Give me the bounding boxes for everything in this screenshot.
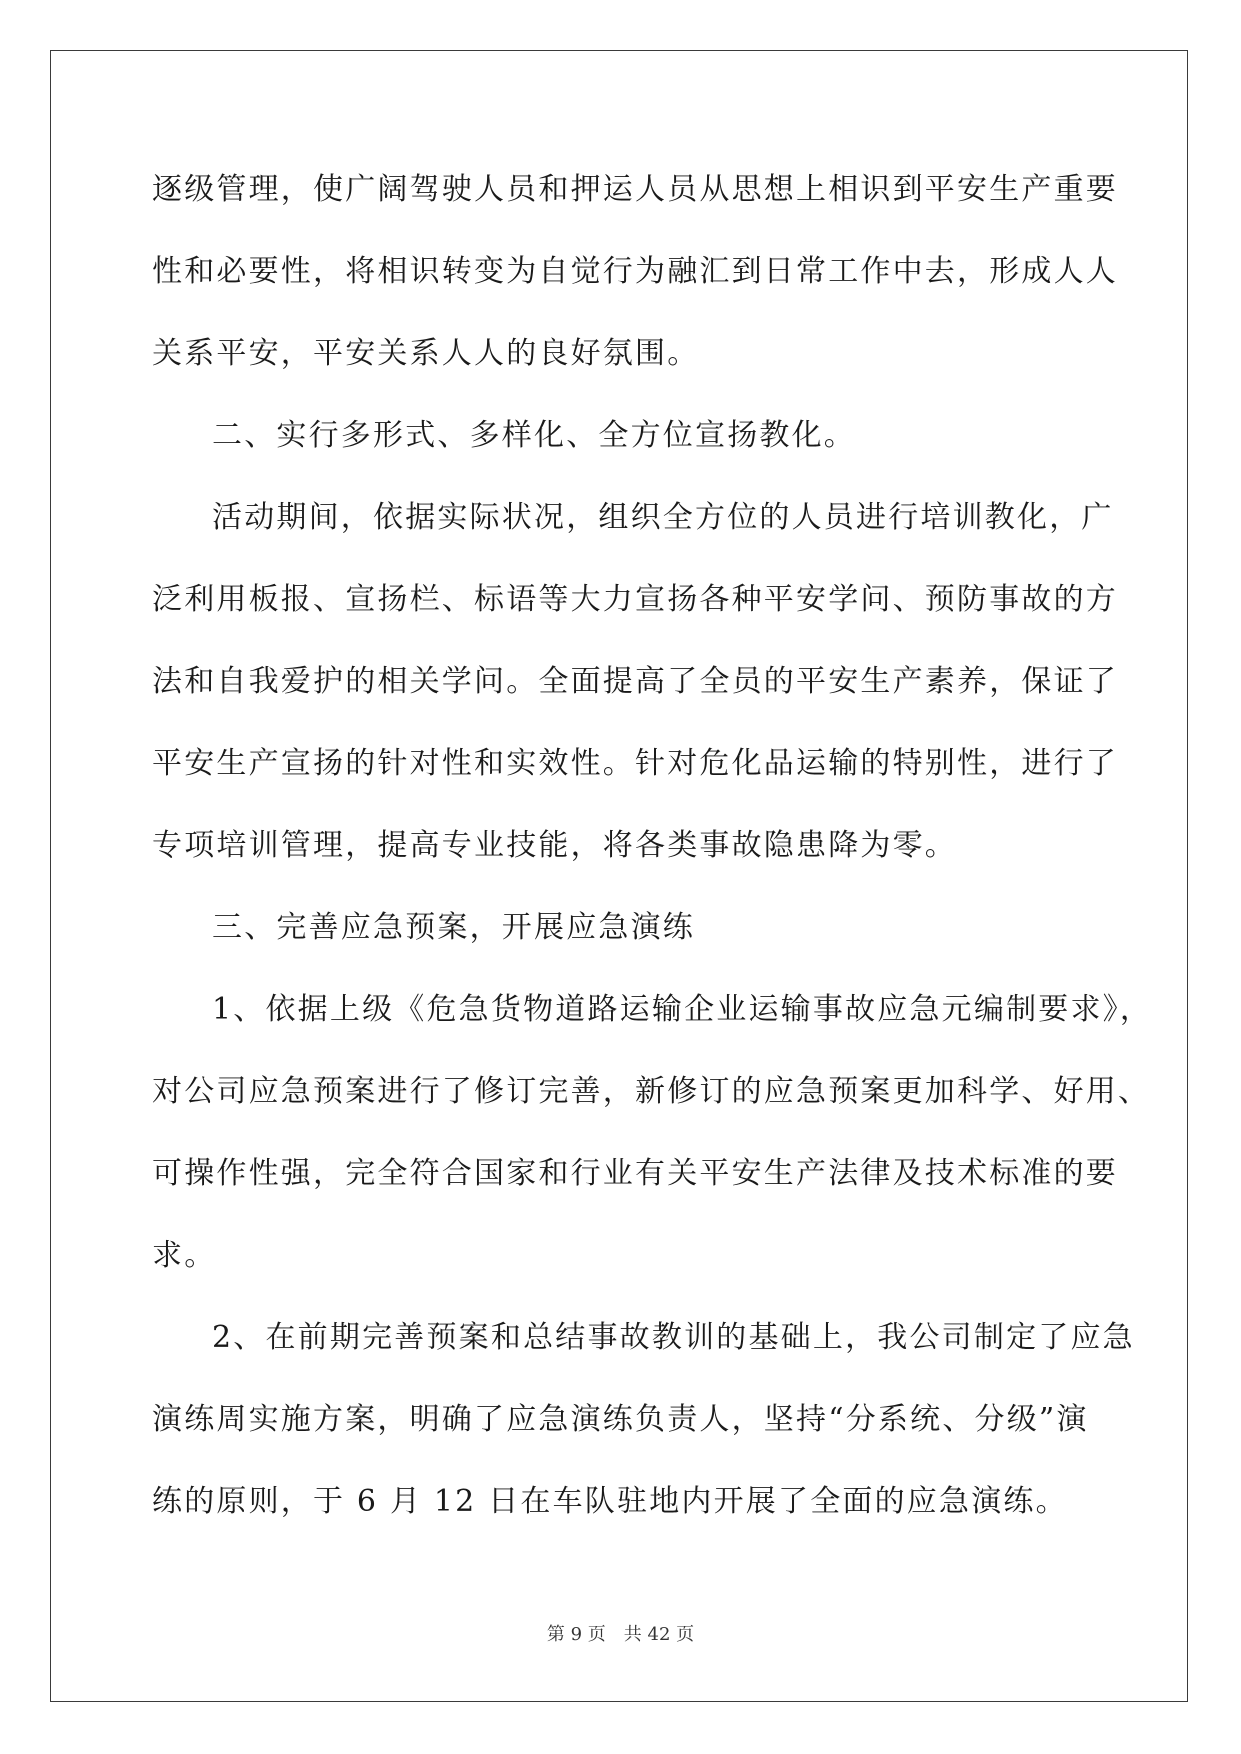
text-line: 平安生产宣扬的针对性和实效性。针对危化品运输的特别性，进行了 — [152, 746, 1118, 781]
text-line: 性和必要性，将相识转变为自觉行为融汇到日常工作中去，形成人人 — [152, 254, 1118, 289]
section-heading: 三、完善应急预案，开展应急演练 — [212, 910, 695, 945]
text-line: 演练周实施方案，明确了应急演练负责人，坚持“分系统、分级”演 — [152, 1402, 1089, 1437]
document-body — [152, 160, 1153, 1554]
text-line: 求。 — [152, 1238, 217, 1273]
text-line: 泛利用板报、宣扬栏、标语等大力宣扬各种平安学问、预防事故的方 — [152, 582, 1118, 617]
section-heading: 二、实行多形式、多样化、全方位宣扬教化。 — [212, 418, 856, 453]
text-line: 1、依据上级《危急货物道路运输企业运输事故应急元编制要求》， — [212, 992, 1153, 1027]
page-total: 共 42 页 — [623, 1624, 695, 1645]
text-line: 专项培训管理，提高专业技能，将各类事故隐患降为零。 — [152, 828, 957, 863]
page-footer — [0, 1620, 1241, 1646]
text-line: 对公司应急预案进行了修订完善，新修订的应急预案更加科学、好用、 — [152, 1074, 1151, 1109]
text-line: 2、在前期完善预案和总结事故教训的基础上，我公司制定了应急 — [212, 1320, 1135, 1355]
text-line: 练的原则，于 6 月 12 日在车队驻地内开展了全面的应急演练。 — [152, 1484, 1068, 1519]
text-line: 可操作性强，完全符合国家和行业有关平安生产法律及技术标准的要 — [152, 1156, 1118, 1191]
text-line: 逐级管理，使广阔驾驶人员和押运人员从思想上相识到平安生产重要 — [152, 172, 1118, 207]
text-line: 活动期间，依据实际状况，组织全方位的人员进行培训教化，广 — [212, 500, 1114, 535]
page-number: 第 9 页 — [546, 1624, 606, 1645]
text-line: 法和自我爱护的相关学问。全面提高了全员的平安生产素养，保证了 — [152, 664, 1118, 699]
text-line: 关系平安，平安关系人人的良好氛围。 — [152, 336, 700, 371]
